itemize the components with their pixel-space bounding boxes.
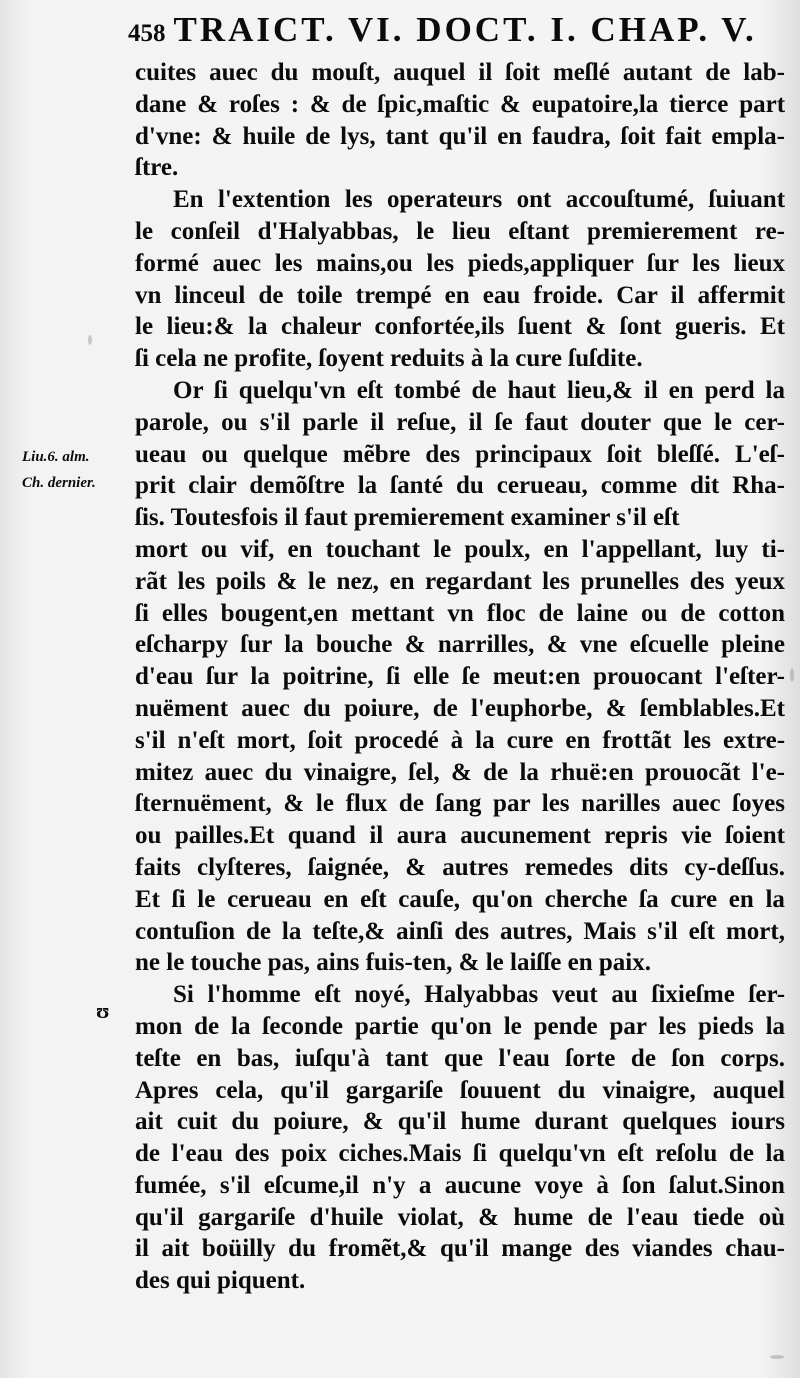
text-line: il ait boüilly du fromẽt,& qu'il mange des viandes chau- bbox=[135, 1235, 785, 1263]
text-line: contuſion de la teſte,& ainſi des autres, Mais s'il eſt mort, bbox=[135, 917, 785, 945]
text-line: En l'extention les operateurs ont accouſtumé, ſuiuant bbox=[173, 186, 786, 214]
text-line: ueau ou quelque mẽbre des principaux ſoit bleſſé. L'eſ- bbox=[135, 440, 786, 468]
page-number: 458 bbox=[128, 20, 166, 47]
text-line: rãt les poils & le nez, en regardant les prunelles des yeux bbox=[135, 567, 786, 595]
text-line: ſtre. bbox=[135, 154, 179, 182]
text-line: dane & roſes : & de ſpic,maſtic & eupatoire,la tierce part bbox=[135, 90, 786, 118]
text-line: ſis. Toutesfois il faut premierement examiner s'il eſt bbox=[135, 504, 680, 532]
running-title: TRAICT. VI. DOCT. I. CHAP. V. bbox=[173, 10, 757, 49]
text-line: formé auec les mains,ou les pieds,appliquer ſur les lieux bbox=[135, 249, 785, 277]
body-text bbox=[135, 57, 785, 1297]
margin-note-line: Ch. dernier. bbox=[22, 475, 96, 491]
text-line: cuites auec du mouſt, auquel il ſoit meſlé autant de lab- bbox=[135, 59, 785, 86]
text-line: d'eau ſur la poitrine, ſi elle ſe meut:en prouocant l'eſter- bbox=[135, 663, 785, 691]
text-line: d'vne: & huile de lys, tant qu'il en faudra, ſoit fait empla- bbox=[135, 122, 785, 150]
text-line: ne le touche pas, ains fuis-ten, & le laiſſe en paix. bbox=[135, 949, 651, 977]
text-line: faits clyſteres, ſaignée, & autres remedes dits cy-deſſus. bbox=[135, 853, 785, 881]
text-line: Or ſi quelqu'vn eſt tombé de haut lieu,& il en perd la bbox=[173, 376, 785, 404]
text-line: mon de la ſeconde partie qu'on le pende par les pieds la bbox=[135, 1012, 786, 1040]
text-line: s'il n'eſt mort, ſoit procedé à la cure en frottãt les extre- bbox=[135, 726, 786, 754]
ink-smudge bbox=[770, 1355, 784, 1359]
paragraph-ornament: ʊ bbox=[96, 998, 110, 1023]
text-line: le lieu:& la chaleur confortée,ils ſuent & ſont gueris. Et bbox=[135, 313, 785, 341]
text-line: teſte en bas, iuſqu'à tant que l'eau ſorte de ſon corps. bbox=[135, 1044, 785, 1072]
text-line: mort ou vif, en touchant le poulx, en l'appellant, luy ti- bbox=[135, 535, 785, 563]
text-line: eſcharpy ſur la bouche & narrilles, & vne eſcuelle pleine bbox=[135, 631, 786, 659]
text-line: mitez auec du vinaigre, ſel, & de la rhuë:en prouocãt l'e- bbox=[135, 758, 785, 786]
text-line: ſternuëment, & le flux de ſang par les narilles auec ſoyes bbox=[135, 790, 786, 818]
text-line: qu'il gargariſe d'huile violat, & hume de l'eau tiede où bbox=[135, 1203, 786, 1231]
text-line: parole, ou s'il parle il reſue, il ſe faut douter que le cer- bbox=[135, 408, 785, 436]
text-line: des qui piquent. bbox=[135, 1267, 306, 1295]
text-line: Apres cela, qu'il gargariſe ſouuent du vinaigre, auquel bbox=[135, 1076, 785, 1104]
text-line: le conſeil d'Halyabbas, le lieu eſtant premierement re- bbox=[135, 217, 785, 245]
text-line: vn linceul de toile trempé en eau froide. Car il affermit bbox=[135, 281, 786, 309]
margin-note-line: Liu.6. alm. bbox=[22, 449, 90, 465]
text-line: Et ſi le cerueau en eſt cauſe, qu'on cherche ſa cure en la bbox=[135, 885, 785, 913]
margin-note bbox=[22, 444, 132, 496]
ink-smudge bbox=[88, 335, 92, 345]
text-line: de l'eau des poix ciches.Mais ſi quelqu'vn eſt reſolu de la bbox=[135, 1140, 786, 1168]
text-line: ſi cela ne profite, ſoyent reduits à la cure ſuſdite. bbox=[135, 345, 643, 373]
text-line: Si l'homme eſt noyé, Halyabbas veut au ſixieſme ſer- bbox=[173, 981, 786, 1009]
text-line: nuëment auec du poiure, de l'euphorbe, & ſemblables.Et bbox=[135, 694, 785, 722]
text-line: ou pailles.Et quand il aura aucunement repris vie ſoient bbox=[135, 822, 785, 850]
ink-smudge bbox=[790, 668, 794, 682]
text-line: prit clair demõſtre la ſanté du cerueau, comme dit Rha- bbox=[135, 472, 786, 500]
text-line: ait cuit du poiure, & qu'il hume durant quelques iours bbox=[135, 1108, 786, 1136]
running-header bbox=[128, 10, 800, 50]
text-line: fumée, s'il eſcume,il n'y a aucune voye à ſon ſalut.Sinon bbox=[135, 1171, 785, 1199]
text-line: ſi elles bougent,en mettant vn floc de laine ou de cotton bbox=[135, 599, 786, 627]
